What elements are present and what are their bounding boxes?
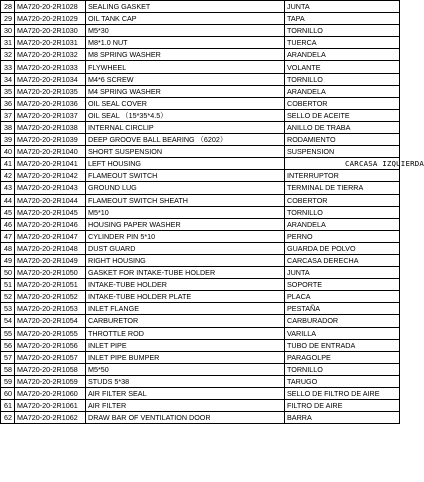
part-name: AIR FILTER SEAL: [86, 388, 285, 400]
part-code: MA720-20-2R1060: [15, 388, 86, 400]
part-code: MA720-20-2R1028: [15, 1, 86, 13]
part-name-spanish: TORNILLO: [285, 363, 400, 375]
part-name: THROTTLE ROD: [86, 327, 285, 339]
part-name-spanish: TUERCA: [285, 37, 400, 49]
row-number: 34: [1, 73, 15, 85]
part-name: INTERNAL CIRCLIP: [86, 121, 285, 133]
table-row: [1, 97, 400, 109]
row-number: 31: [1, 37, 15, 49]
part-code: MA720-20-2R1030: [15, 25, 86, 37]
part-code: MA720-20-2R1042: [15, 170, 86, 182]
part-name-spanish: TORNILLO: [285, 73, 400, 85]
part-name-spanish: CARCASA DERECHA: [285, 254, 400, 266]
part-name-spanish: VOLANTE: [285, 61, 400, 73]
table-row: [1, 351, 400, 363]
part-name-spanish: TAPA: [285, 13, 400, 25]
part-code: MA720-20-2R1044: [15, 194, 86, 206]
part-name-spanish: COBERTOR: [285, 97, 400, 109]
table-row: [1, 182, 400, 194]
row-number: 42: [1, 170, 15, 182]
part-code: MA720-20-2R1049: [15, 254, 86, 266]
row-number: 32: [1, 49, 15, 61]
table-row: [1, 279, 400, 291]
part-name: INLET FLANGE: [86, 303, 285, 315]
part-code: MA720-20-2R1045: [15, 206, 86, 218]
table-row: [1, 13, 400, 25]
part-name-spanish: CARBURADOR: [285, 315, 400, 327]
row-number: 37: [1, 109, 15, 121]
part-code: MA720-20-2R1034: [15, 73, 86, 85]
part-name: SEALING GASKET: [86, 1, 285, 13]
table-row: [1, 194, 400, 206]
table-row: [1, 254, 400, 266]
row-number: 45: [1, 206, 15, 218]
table-row: [1, 134, 400, 146]
part-name: FLYWHEEL: [86, 61, 285, 73]
parts-table-body: [1, 1, 424, 424]
part-code: MA720-20-2R1047: [15, 230, 86, 242]
part-code: MA720-20-2R1062: [15, 412, 86, 424]
table-row: [1, 25, 400, 37]
row-number: 58: [1, 363, 15, 375]
part-code: MA720-20-2R1052: [15, 291, 86, 303]
row-number: 48: [1, 242, 15, 254]
part-code: MA720-20-2R1038: [15, 121, 86, 133]
part-name-spanish: SELLO DE ACEITE: [285, 109, 400, 121]
part-code: MA720-20-2R1032: [15, 49, 86, 61]
table-row: [1, 303, 400, 315]
part-code: MA720-20-2R1055: [15, 327, 86, 339]
part-code: MA720-20-2R1056: [15, 339, 86, 351]
table-row: [1, 315, 400, 327]
table-row: [1, 73, 400, 85]
part-name: DRAW BAR OF VENTILATION DOOR: [86, 412, 285, 424]
table-row: [1, 49, 400, 61]
row-number: 62: [1, 412, 15, 424]
table-row: [1, 109, 400, 121]
row-number: 43: [1, 182, 15, 194]
part-name: DUST GUARD: [86, 242, 285, 254]
part-code: MA720-20-2R1035: [15, 85, 86, 97]
table-row: [1, 375, 400, 387]
row-number: 47: [1, 230, 15, 242]
part-name: LEFT HOUSING: [86, 158, 285, 170]
part-name: INLET PIPE: [86, 339, 285, 351]
part-name: INLET PIPE BUMPER: [86, 351, 285, 363]
part-code: MA720-20-2R1046: [15, 218, 86, 230]
row-number: 39: [1, 134, 15, 146]
part-name-spanish: PARAGOLPE: [285, 351, 400, 363]
part-code: MA720-20-2R1043: [15, 182, 86, 194]
table-row: [1, 339, 400, 351]
part-code: MA720-20-2R1054: [15, 315, 86, 327]
table-row: [1, 206, 400, 218]
table-row: [1, 400, 400, 412]
part-name-spanish: SOPORTE: [285, 279, 400, 291]
row-number: 46: [1, 218, 15, 230]
part-name-spanish: JUNTA: [285, 267, 400, 279]
part-name-spanish: SELLO DE FILTRO DE AIRE: [285, 388, 400, 400]
part-name: RIGHT HOUSING: [86, 254, 285, 266]
row-number: 41: [1, 158, 15, 170]
part-code: MA720-20-2R1050: [15, 267, 86, 279]
part-name-spanish: TORNILLO: [285, 206, 400, 218]
part-name: M4*6 SCREW: [86, 73, 285, 85]
table-row: [1, 1, 400, 13]
row-number: 61: [1, 400, 15, 412]
table-row: [1, 146, 400, 158]
part-code: MA720-20-2R1033: [15, 61, 86, 73]
part-name: FLAMEOUT SWITCH SHEATH: [86, 194, 285, 206]
part-code: MA720-20-2R1051: [15, 279, 86, 291]
part-name-spanish: CARCASA IZQUIERDA: [285, 158, 400, 170]
part-name-spanish: JUNTA: [285, 1, 400, 13]
part-name: CARBURETOR: [86, 315, 285, 327]
part-name: M5*10: [86, 206, 285, 218]
row-number: 28: [1, 1, 15, 13]
part-name: M8 SPRING WASHER: [86, 49, 285, 61]
part-name: STUDS 5*38: [86, 375, 285, 387]
part-name-spanish: TERMINAL DE TIERRA: [285, 182, 400, 194]
part-name-spanish: VARILLA: [285, 327, 400, 339]
part-name-spanish: INTERRUPTOR: [285, 170, 400, 182]
table-row: [1, 37, 400, 49]
row-number: 57: [1, 351, 15, 363]
part-name: M5*50: [86, 363, 285, 375]
row-number: 50: [1, 267, 15, 279]
table-row: [1, 242, 400, 254]
part-name-spanish: FILTRO DE AIRE: [285, 400, 400, 412]
part-name: AIR FILTER: [86, 400, 285, 412]
table-row: [1, 388, 400, 400]
part-code: MA720-20-2R1037: [15, 109, 86, 121]
row-number: 33: [1, 61, 15, 73]
part-name: HOUSING PAPER WASHER: [86, 218, 285, 230]
table-row: [1, 363, 400, 375]
part-name: M5*30: [86, 25, 285, 37]
row-number: 59: [1, 375, 15, 387]
part-code: MA720-20-2R1039: [15, 134, 86, 146]
part-code: MA720-20-2R1036: [15, 97, 86, 109]
row-number: 60: [1, 388, 15, 400]
part-name-spanish: TORNILLO: [285, 25, 400, 37]
row-number: 40: [1, 146, 15, 158]
part-name-spanish: SUSPENSION: [285, 146, 400, 158]
row-number: 51: [1, 279, 15, 291]
table-row: [1, 327, 400, 339]
part-name: SHORT SUSPENSION: [86, 146, 285, 158]
part-name: M4 SPRING WASHER: [86, 85, 285, 97]
part-code: MA720-20-2R1059: [15, 375, 86, 387]
row-number: 38: [1, 121, 15, 133]
part-name-spanish: RODAMIENTO: [285, 134, 400, 146]
table-row: [1, 158, 400, 170]
table-row: [1, 267, 400, 279]
table-row: [1, 61, 400, 73]
part-name-spanish: ARANDELA: [285, 85, 400, 97]
table-row: [1, 121, 400, 133]
part-name-spanish: ARANDELA: [285, 218, 400, 230]
part-name-spanish: GUARDA DE POLVO: [285, 242, 400, 254]
table-row: [1, 291, 400, 303]
row-number: 36: [1, 97, 15, 109]
row-number: 30: [1, 25, 15, 37]
part-name: OIL TANK CAP: [86, 13, 285, 25]
part-code: MA720-20-2R1061: [15, 400, 86, 412]
part-code: MA720-20-2R1058: [15, 363, 86, 375]
row-number: 56: [1, 339, 15, 351]
part-name: DEEP GROOVE BALL BEARING （6202）: [86, 134, 285, 146]
table-row: [1, 412, 400, 424]
part-code: MA720-20-2R1057: [15, 351, 86, 363]
part-code: MA720-20-2R1029: [15, 13, 86, 25]
table-row: [1, 85, 400, 97]
table-row: [1, 170, 400, 182]
part-name: FLAMEOUT SWITCH: [86, 170, 285, 182]
part-name: OIL SEAL （15*35*4.5）: [86, 109, 285, 121]
part-name-spanish: COBERTOR: [285, 194, 400, 206]
table-row: [1, 218, 400, 230]
table-row: [1, 230, 400, 242]
part-code: MA720-20-2R1040: [15, 146, 86, 158]
part-name: INTAKE-TUBE HOLDER PLATE: [86, 291, 285, 303]
part-name-spanish: PLACA: [285, 291, 400, 303]
row-number: 35: [1, 85, 15, 97]
part-code: MA720-20-2R1041: [15, 158, 86, 170]
row-number: 29: [1, 13, 15, 25]
row-number: 44: [1, 194, 15, 206]
part-name-spanish: ARANDELA: [285, 49, 400, 61]
part-code: MA720-20-2R1053: [15, 303, 86, 315]
part-code: MA720-20-2R1031: [15, 37, 86, 49]
part-name-spanish: PESTAÑA: [285, 303, 400, 315]
part-name: CYLINDER PIN 5*10: [86, 230, 285, 242]
part-name-spanish: BARRA: [285, 412, 400, 424]
row-number: 52: [1, 291, 15, 303]
part-name-spanish: PERNO: [285, 230, 400, 242]
part-name: GASKET FOR INTAKE-TUBE HOLDER: [86, 267, 285, 279]
row-number: 49: [1, 254, 15, 266]
part-name: INTAKE-TUBE HOLDER: [86, 279, 285, 291]
row-number: 55: [1, 327, 15, 339]
part-name-spanish: TARUGO: [285, 375, 400, 387]
part-code: MA720-20-2R1048: [15, 242, 86, 254]
row-number: 53: [1, 303, 15, 315]
part-name-spanish: ANILLO DE TRABA: [285, 121, 400, 133]
part-name-spanish: TUBO DE ENTRADA: [285, 339, 400, 351]
part-name: M8*1.0 NUT: [86, 37, 285, 49]
row-number: 54: [1, 315, 15, 327]
part-name: GROUND LUG: [86, 182, 285, 194]
part-name: OIL SEAL COVER: [86, 97, 285, 109]
